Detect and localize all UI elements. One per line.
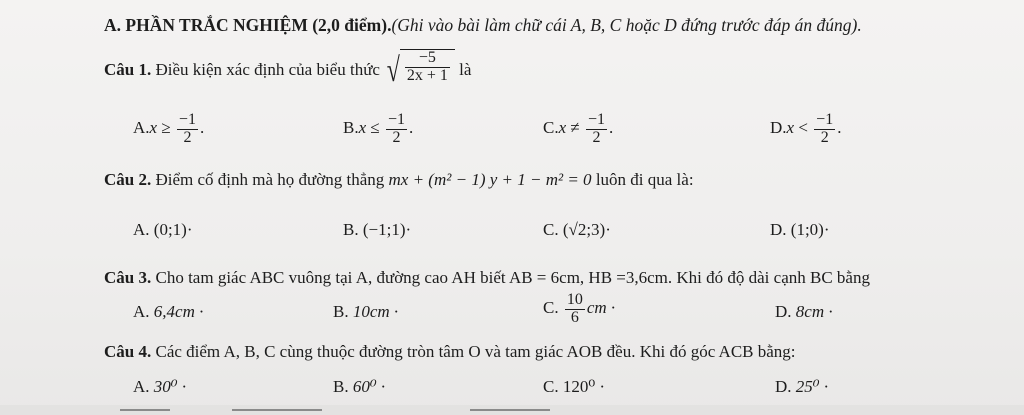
- option-variable: x: [358, 118, 367, 138]
- sqrt-icon: √: [387, 52, 401, 89]
- option-letter: D.: [775, 302, 792, 321]
- question-3: [104, 268, 870, 288]
- option-letter: C.: [543, 118, 559, 138]
- option-denominator: 6: [570, 308, 579, 326]
- option-value: (1;0)·: [790, 220, 830, 239]
- option-letter: B.: [343, 220, 359, 239]
- q1-option-b[interactable]: [343, 112, 413, 147]
- q3-option-a[interactable]: [133, 302, 203, 322]
- question-1: [104, 49, 471, 93]
- option-letter: C.: [543, 377, 559, 396]
- option-operator: ≠: [570, 118, 580, 138]
- option-letter: A.: [133, 220, 150, 239]
- q1-suffix: là: [459, 59, 472, 79]
- cut-off-text-fragment: [470, 409, 550, 411]
- part-instruction: (Ghi vào bài làm chữ cái A, B, C hoặc D đứng trước đáp án đúng).: [391, 15, 862, 35]
- q3-option-d[interactable]: [775, 302, 833, 322]
- q1-option-d[interactable]: [770, 112, 841, 147]
- q2-formula: mx + (m² − 1) y + 1 − m² = 0: [388, 170, 592, 189]
- option-denominator: 2: [592, 128, 601, 146]
- option-end: .: [199, 118, 205, 138]
- option-numerator: 10: [566, 291, 583, 308]
- q3-text: Cho tam giác ABC vuông tại A, đường cao AH biết AB = 6cm, HB =3,6cm. Khi đó độ dài cạnh BC bằng: [155, 268, 870, 287]
- option-letter: B.: [333, 302, 349, 321]
- option-numerator: −1: [387, 111, 406, 128]
- option-value: (−1;1)·: [362, 220, 412, 239]
- cut-off-text-fragment: [232, 409, 322, 411]
- option-variable: x: [786, 118, 795, 138]
- option-numerator: −1: [178, 111, 196, 128]
- option-value: 120⁰ ·: [562, 377, 606, 396]
- option-denominator: 2: [183, 128, 192, 146]
- q2-option-c[interactable]: [543, 220, 611, 240]
- q2-option-b[interactable]: [343, 220, 411, 240]
- q4-option-a[interactable]: [133, 377, 186, 397]
- option-value: 30⁰ ·: [153, 377, 187, 396]
- option-value: 6,4cm ·: [153, 302, 204, 321]
- q3-option-b[interactable]: [333, 302, 398, 322]
- option-end: .: [609, 118, 614, 138]
- q2-text: Điểm cố định mà họ đường thẳng: [155, 170, 385, 189]
- option-letter: D.: [770, 220, 787, 239]
- option-numerator: −1: [587, 111, 606, 128]
- option-denominator: 2: [820, 128, 829, 146]
- question-2: [104, 170, 694, 190]
- q1-option-a[interactable]: [133, 112, 204, 147]
- option-end: .: [409, 118, 414, 138]
- option-letter: A.: [133, 118, 150, 138]
- option-letter: A.: [133, 377, 150, 396]
- question-4: [104, 342, 796, 362]
- q4-option-d[interactable]: [775, 377, 828, 397]
- q1-option-c[interactable]: [543, 112, 613, 147]
- option-letter: D.: [775, 377, 792, 396]
- option-value: (0;1)·: [153, 220, 193, 239]
- option-letter: B.: [333, 377, 349, 396]
- option-variable: x: [558, 118, 567, 138]
- q2-option-a[interactable]: [133, 220, 193, 240]
- option-letter: C.: [543, 298, 559, 318]
- q1-expr-numerator: −5: [405, 50, 450, 68]
- q2-label: Câu 2.: [104, 170, 152, 189]
- option-numerator: −1: [816, 111, 834, 128]
- option-operator: ≤: [370, 118, 380, 138]
- q3-label: Câu 3.: [104, 268, 152, 287]
- option-value: 10cm ·: [352, 302, 399, 321]
- q1-text: Điều kiện xác định của biểu thức: [155, 59, 380, 79]
- option-letter: D.: [770, 118, 787, 138]
- option-end: .: [837, 118, 842, 138]
- option-value: 25⁰ ·: [795, 377, 829, 396]
- option-value: 60⁰ ·: [352, 377, 386, 396]
- cut-off-text-fragment: [120, 409, 170, 411]
- q4-label: Câu 4.: [104, 342, 152, 361]
- q4-option-c[interactable]: [543, 377, 605, 397]
- option-operator: ≥: [161, 118, 171, 138]
- q4-option-b[interactable]: [333, 377, 385, 397]
- option-letter: C.: [543, 220, 559, 239]
- q1-label: Câu 1.: [104, 59, 152, 79]
- option-operator: <: [798, 118, 808, 138]
- q2-suffix: luôn đi qua là:: [595, 170, 694, 189]
- part-header: [104, 15, 862, 36]
- q1-expr-denominator: 2x + 1: [406, 66, 448, 84]
- option-letter: B.: [343, 118, 359, 138]
- q4-text: Các điểm A, B, C cùng thuộc đường tròn tâm O và tam giác AOB đều. Khi đó góc ACB bằng:: [155, 342, 796, 361]
- option-unit: cm ·: [586, 298, 616, 318]
- option-variable: x: [149, 118, 158, 138]
- option-value: 8cm ·: [795, 302, 833, 321]
- q1-sqrt-expression: [384, 49, 455, 93]
- q3-option-c[interactable]: [543, 292, 615, 327]
- option-letter: A.: [133, 302, 150, 321]
- q2-option-d[interactable]: [770, 220, 830, 240]
- part-title: A. PHẦN TRẮC NGHIỆM (2,0 điểm).: [104, 15, 392, 35]
- option-denominator: 2: [392, 128, 401, 146]
- option-value: (√2;3)·: [562, 220, 611, 239]
